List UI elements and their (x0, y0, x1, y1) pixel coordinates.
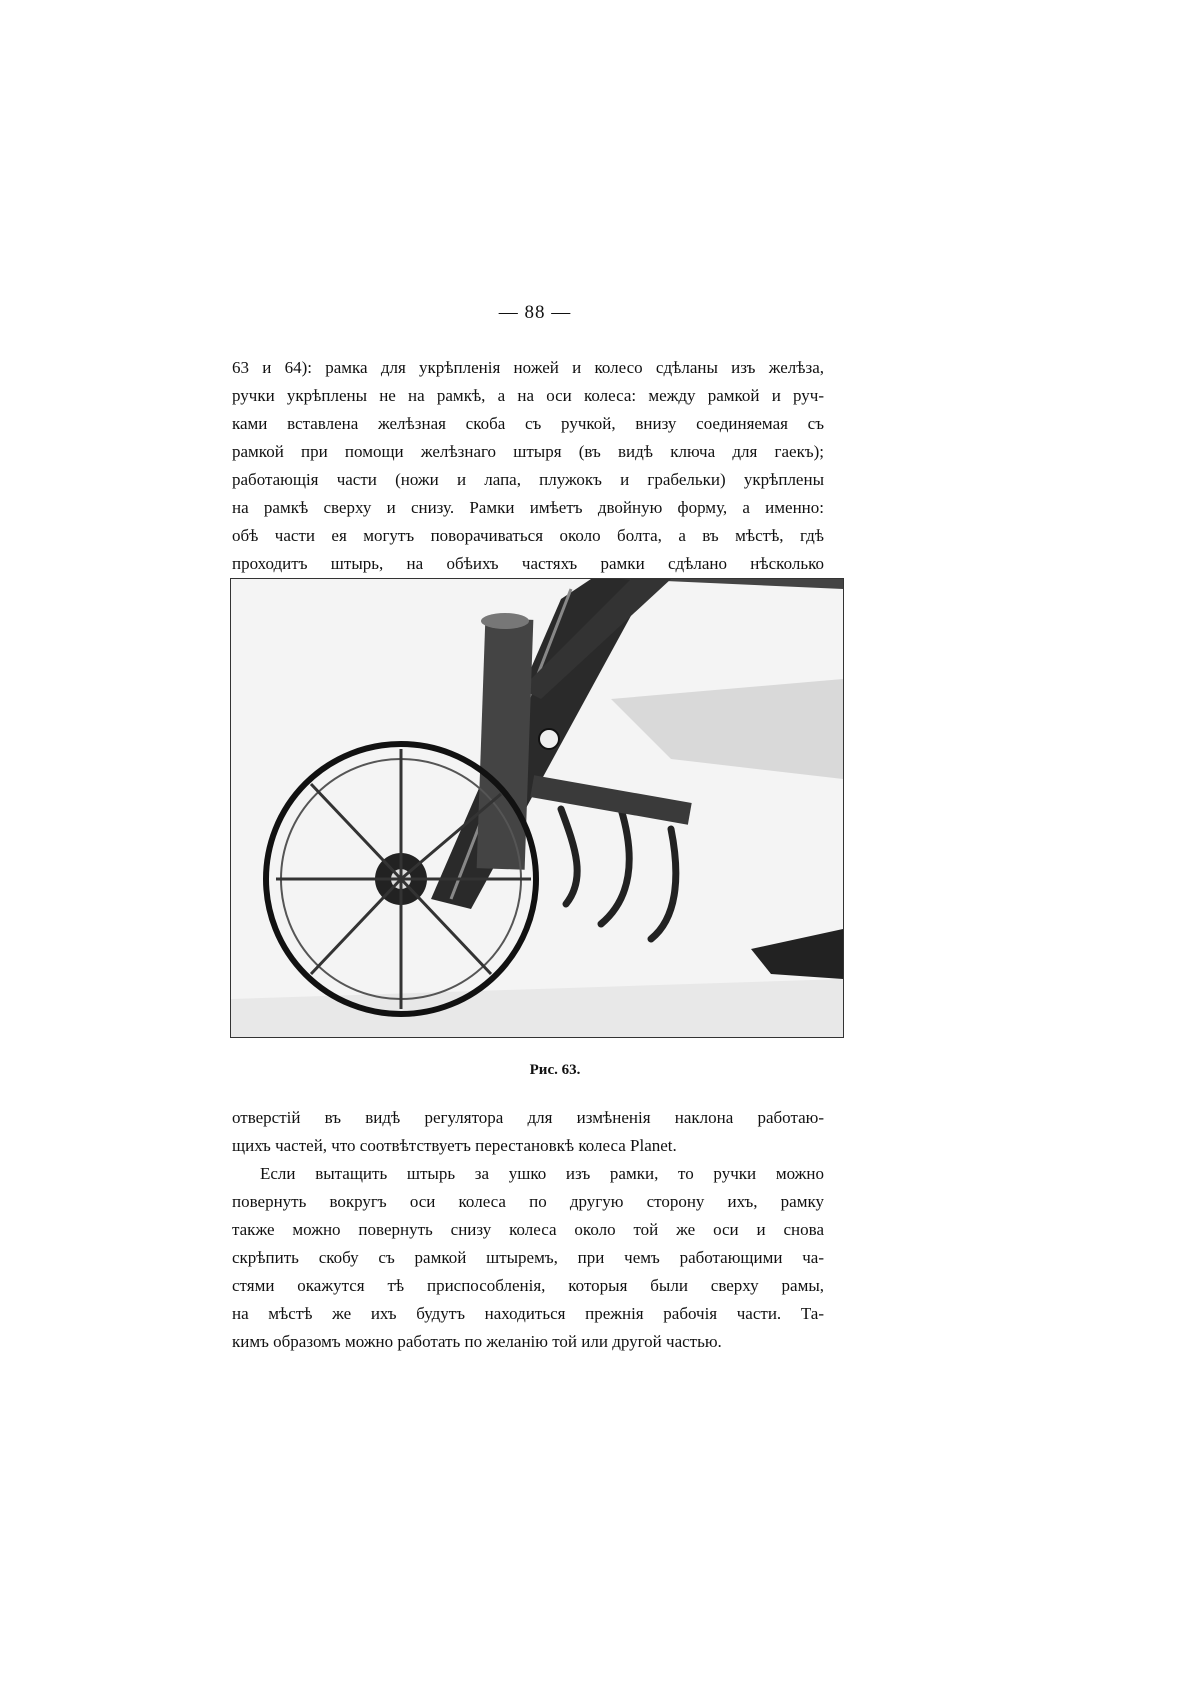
text-line: рамкой при помощи желѣзнаго штыря (въ видѣ ключа для гаекъ); (232, 442, 824, 461)
text-line: ками вставлена желѣзная скоба съ ручкой, внизу соединяемая съ (232, 414, 824, 433)
text-line: на мѣстѣ же ихъ будутъ находиться прежнія рабочія части. Та- (232, 1304, 824, 1323)
cultivator-illustration (231, 579, 843, 1037)
text-line: обѣ части ея могутъ поворачиваться около болта, а въ мѣстѣ, гдѣ (232, 526, 824, 545)
text-line: работающія части (ножи и лапа, плужокъ и грабельки) укрѣплены (232, 470, 824, 489)
text-line: Если вытащить штырь за ушко изъ рамки, то ручки можно (260, 1164, 824, 1183)
text-line: щихъ частей, что соотвѣтствуетъ перестановкѣ колеса Planet. (232, 1136, 677, 1155)
text-line: ручки укрѣплены не на рамкѣ, а на оси колеса: между рамкой и руч- (232, 386, 824, 405)
figure-caption: Рис. 63. (529, 1062, 581, 1078)
text-line: на рамкѣ сверху и снизу. Рамки имѣетъ двойную форму, а именно: (232, 498, 824, 517)
bottom-paragraphs (232, 1104, 824, 1356)
text-line: проходитъ штырь, на обѣихъ частяхъ рамки сдѣлано нѣсколько (232, 554, 824, 573)
top-paragraph (232, 354, 824, 578)
text-line: стями окажутся тѣ приспособленія, которыя были сверху рамы, (232, 1276, 824, 1295)
text-line: повернуть вокругъ оси колеса по другую сторону ихъ, рамку (232, 1192, 824, 1211)
page-number: — 88 — (498, 302, 572, 323)
text-line: также можно повернуть снизу колеса около той же оси и снова (232, 1220, 824, 1239)
text-line: 63 и 64): рамка для укрѣпленія ножей и колесо сдѣланы изъ желѣза, (232, 358, 824, 377)
text-line: отверстій въ видѣ регулятора для измѣненія наклона работаю- (232, 1108, 824, 1127)
text-line: кимъ образомъ можно работать по желанію той или другой частью. (232, 1332, 722, 1351)
text-line: скрѣпить скобу съ рамкой штыремъ, при чемъ работающими ча- (232, 1248, 824, 1267)
figure-cultivator-photo (230, 578, 844, 1038)
